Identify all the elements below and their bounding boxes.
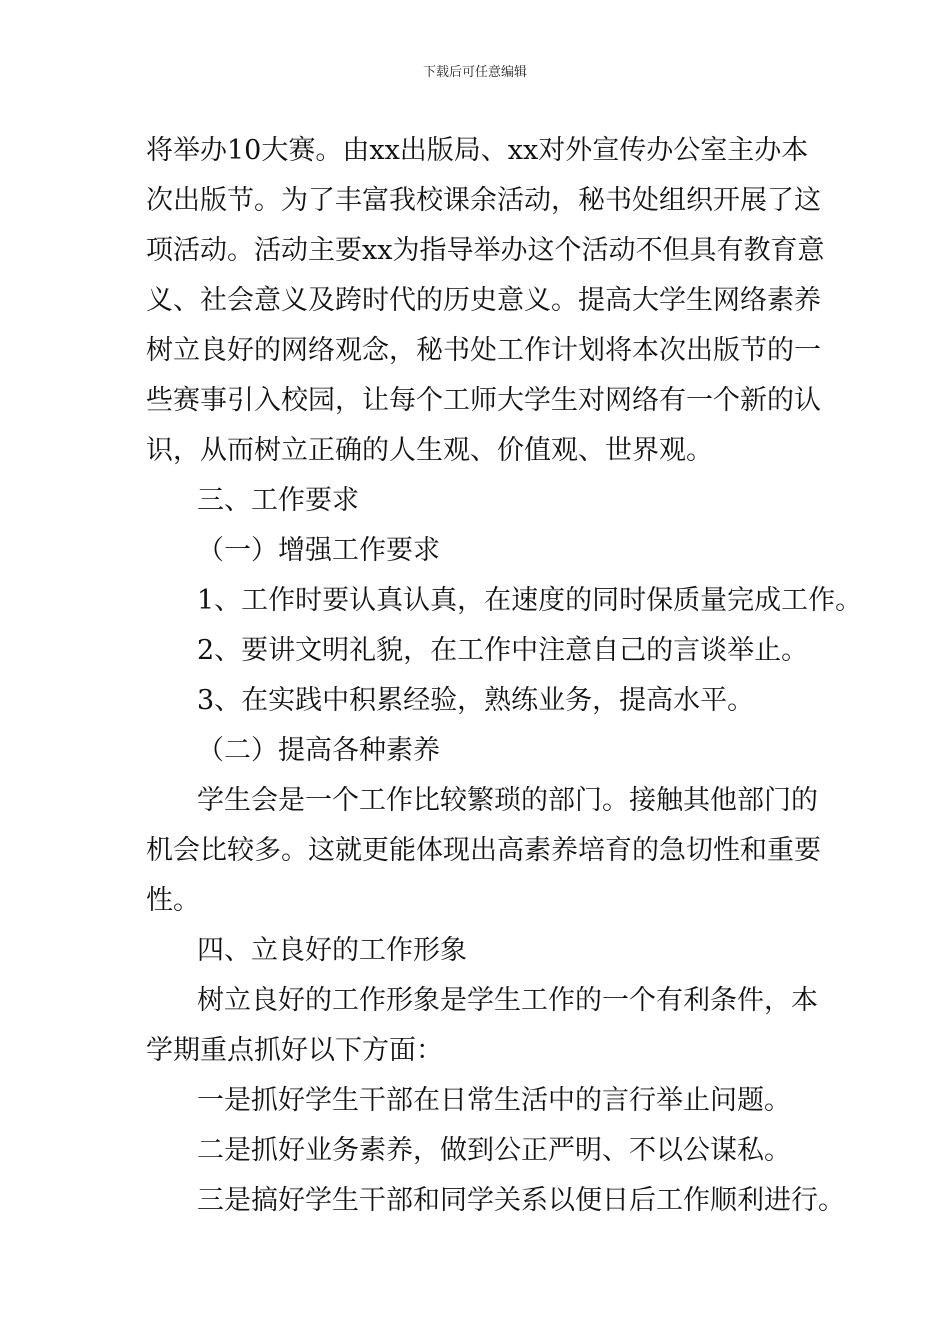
paragraph-line: 学生会是一个工作比较繁琐的部门。接触其他部门的 [197,785,818,816]
list-item: 3、在实践中积累经验，熟练业务，提高水平。 [197,685,755,716]
subsection-heading: （一）增强工作要求 [197,535,440,566]
paragraph-line: 将举办10大赛。由xx出版局、xx对外宣传办公室主办本 [146,135,809,166]
paragraph-line: 树立良好的工作形象是学生工作的一个有利条件，本 [197,985,818,1016]
paragraph-line: 性。 [146,885,200,916]
paragraph-line: 识，从而树立正确的人生观、价值观、世界观。 [146,435,713,466]
section-heading: 四、立良好的工作形象 [197,935,467,966]
list-item: 二是抓好业务素养，做到公正严明、不以公谋私。 [197,1135,791,1166]
paragraph-line: 项活动。活动主要xx为指导举办这个活动不但具有教育意 [146,235,825,266]
list-item: 1、工作时要认真认真，在速度的同时保质量完成工作。 [197,585,863,616]
paragraph-line: 些赛事引入校园，让每个工师大学生对网络有一个新的认 [146,385,821,416]
paragraph-line: 树立良好的网络观念，秘书处工作计划将本次出版节的一 [146,335,821,366]
subsection-heading: （二）提高各种素养 [197,735,440,766]
list-item: 2、要讲文明礼貌，在工作中注意自己的言谈举止。 [197,635,809,666]
section-heading: 三、工作要求 [197,485,359,516]
paragraph-line: 学期重点抓好以下方面： [146,1035,443,1066]
list-item: 三是搞好学生干部和同学关系以便日后工作顺利进行。 [197,1185,845,1216]
paragraph-line: 义、社会意义及跨时代的历史意义。提高大学生网络素养 [146,285,821,316]
page-header: 下载后可任意编辑 [422,65,527,80]
list-item: 一是抓好学生干部在日常生活中的言行举止问题。 [197,1085,791,1116]
paragraph-line: 机会比较多。这就更能体现出高素养培育的急切性和重要 [146,835,821,866]
paragraph-line: 次出版节。为了丰富我校课余活动，秘书处组织开展了这 [146,185,821,216]
